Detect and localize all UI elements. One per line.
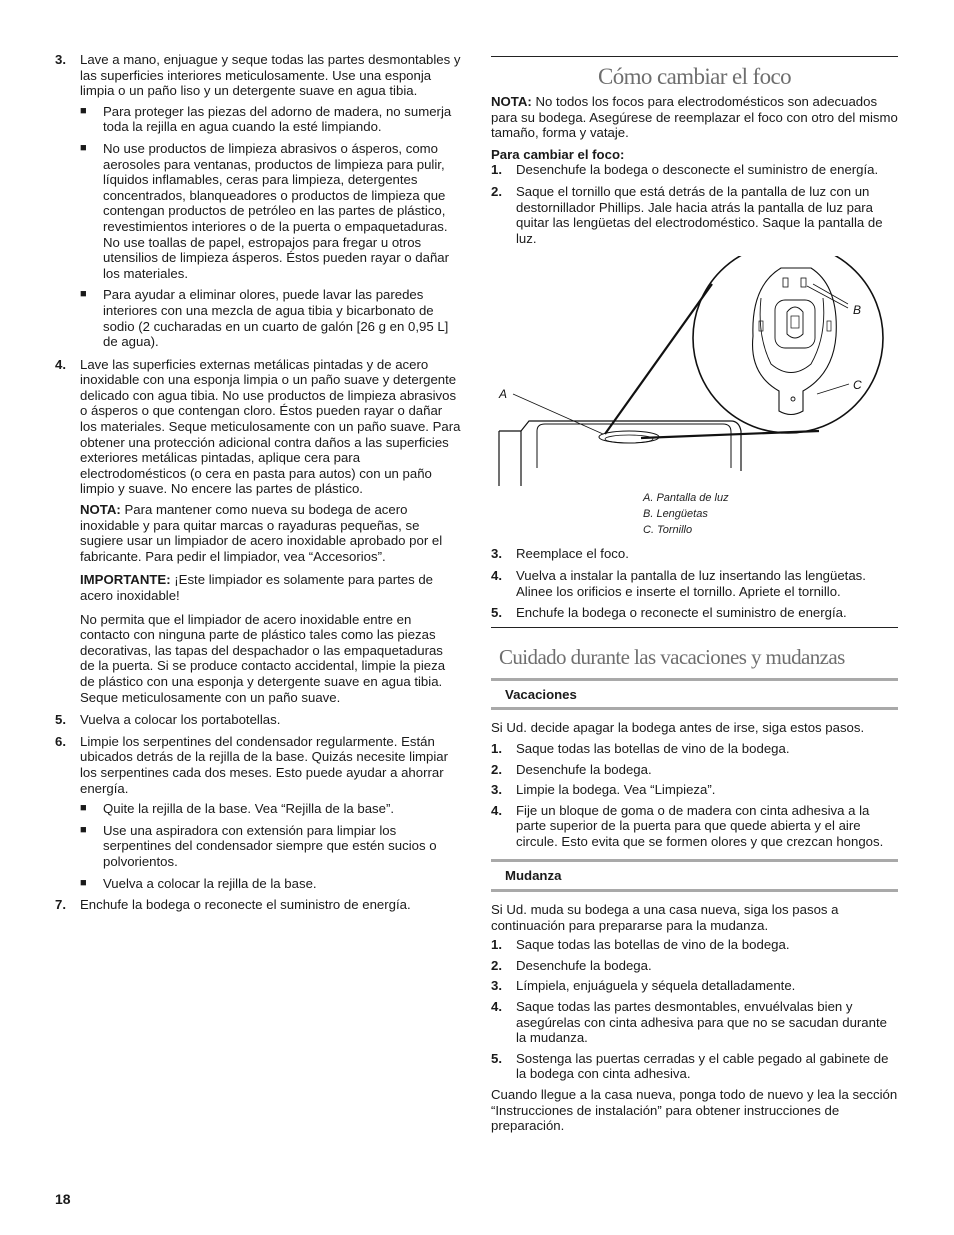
bullet-text: Para ayudar a eliminar olores, puede lavar las paredes interiores con una mezcla de agua tibia y bicarbonato de sodio (2 cucharadas en un cuarto de galón [26 g en 0,95 L] de agua). — [103, 287, 449, 350]
steps-heading: Para cambiar el foco: — [491, 146, 625, 162]
list-item — [491, 978, 898, 994]
important-paragraph — [80, 572, 461, 603]
top-rule — [491, 56, 898, 57]
bullet-icon: ■ — [80, 876, 87, 889]
item-text: Enchufe la bodega o reconecte el suministro de energía. — [80, 897, 411, 913]
list-item — [55, 712, 461, 728]
bullet-item — [80, 287, 461, 349]
item-text: Reemplace el foco. — [516, 546, 629, 562]
bullet-icon: ■ — [80, 141, 87, 154]
list-item — [491, 605, 898, 621]
list-item — [491, 803, 898, 850]
nota-paragraph — [80, 502, 461, 564]
item-number: 2. — [491, 183, 502, 199]
bullet-item — [80, 141, 461, 281]
item-text: Saque todas las partes desmontables, envuélvalas bien y asegúrelas con cinta adhesiva para que no se sacudan durante la mudanza. — [516, 999, 887, 1046]
paragraph: Cuando llegue a la casa nueva, ponga todo de nuevo y lea la sección “Instrucciones de instalación” para obtener instrucciones de preparación. — [491, 1087, 898, 1134]
right-column — [491, 64, 898, 1134]
list-item — [491, 546, 898, 562]
section-title-change-bulb: Cómo cambiar el foco — [597, 64, 791, 89]
light-shield-figure — [491, 246, 898, 546]
bullet-text: Vuelva a colocar la rejilla de la base. — [103, 875, 317, 891]
important-text: ¡Este limpiador es solamente para partes de acero inoxidable! — [80, 572, 434, 603]
callout-b: B — [853, 303, 862, 318]
item-number: 1. — [491, 162, 502, 178]
list-item — [491, 762, 898, 778]
list-item — [491, 1051, 898, 1082]
bullet-item — [80, 876, 461, 892]
list-item — [55, 357, 461, 497]
list-item — [491, 999, 898, 1046]
item-number: 3. — [491, 546, 502, 562]
caption-line: C. Tornillo — [643, 524, 693, 537]
item-number: 5. — [491, 605, 502, 621]
item-number: 4. — [491, 999, 502, 1015]
bullet-text: Quite la rejilla de la base. Vea “Rejilla de la base”. — [103, 801, 395, 817]
bullet-item — [80, 823, 461, 870]
item-text: Enchufe la bodega o reconecte el suministro de energía. — [516, 605, 847, 621]
nota-label: NOTA: — [491, 94, 532, 109]
important-label: IMPORTANTE: — [80, 572, 171, 588]
item-number: 3. — [491, 978, 502, 994]
item-text: Desenchufe la bodega. — [516, 761, 652, 777]
list-item — [55, 734, 461, 796]
item-number: 3. — [55, 52, 66, 67]
item-number: 1. — [491, 937, 502, 953]
list-item — [55, 897, 461, 913]
item-text: Desenchufe la bodega o desconecte el suministro de energía. — [516, 162, 879, 178]
list-item — [491, 568, 898, 599]
list-item — [491, 782, 898, 798]
item-text: Vuelva a colocar los portabotellas. — [80, 712, 281, 728]
list-item — [491, 958, 898, 974]
caption-line: A. Pantalla de luz — [643, 492, 729, 505]
item-number: 5. — [491, 1050, 502, 1066]
list-item — [491, 184, 898, 246]
bullet-icon: ■ — [80, 802, 87, 815]
callout-a: A — [499, 387, 508, 402]
bullet-text: Use una aspiradora con extensión para limpiar los serpentines del condensador siempre que estén sucios o polvorientos. — [103, 822, 437, 869]
paragraph: Si Ud. decide apagar la bodega antes de irse, siga estos pasos. — [491, 720, 865, 736]
item-number: 6. — [55, 733, 66, 749]
figure-caption — [643, 490, 729, 538]
paragraph: No permita que el limpiador de acero inoxidable entre en contacto con ninguna parte de plástico tales como las piezas decorativas, las tapas del despachador o las empaquetaduras de la puerta. Si se produce contacto accidental, limpie la pieza de plástico con una esponja y detergente suave en agua tibia. Seque meticulosamente con un paño suave. — [80, 611, 446, 705]
item-number: 2. — [491, 761, 502, 777]
item-number: 7. — [55, 897, 66, 913]
bullet-icon: ■ — [80, 104, 87, 117]
nota-text: Para mantener como nueva su bodega de acero inoxidable y para quitar marcas o rayaduras pequeñas, se sugiere usar un limpiador de acero inoxidable aprobado por el fabricante. Para pedir el limpiador, vea “Accesorios”. — [80, 502, 443, 564]
section-title-vacations-moving: Cuidado durante las vacaciones y mudanzas — [499, 644, 845, 669]
bullet-text: Para proteger las piezas del adorno de madera, no sumerja toda la rejilla en agua cuando la esté limpiando. — [103, 103, 452, 135]
bullet-icon: ■ — [80, 288, 87, 301]
item-number: 1. — [491, 740, 502, 756]
item-number: 4. — [55, 356, 66, 372]
page-number: 18 — [55, 1191, 71, 1207]
item-text: Limpie los serpentines del condensador regularmente. Están ubicados detrás de la rejilla de la base. Quizás necesite limpiar los serpentines cada dos meses. Esto puede ayudar a ahorrar energía. — [80, 733, 448, 796]
subheading-mudanza: Mudanza — [491, 859, 898, 892]
nota-label: NOTA: — [80, 502, 121, 518]
item-number: 4. — [491, 567, 502, 583]
list-item — [491, 741, 898, 757]
list-item — [491, 162, 898, 178]
callout-c: C — [853, 378, 862, 393]
list-item — [55, 52, 461, 99]
bullet-item — [80, 104, 461, 135]
item-text: Vuelva a instalar la pantalla de luz insertando las lengüetas. Alinee los orificios e inserte el tornillo. Apriete el tornillo. — [516, 567, 866, 599]
bullet-icon: ■ — [80, 823, 87, 836]
item-number: 4. — [491, 802, 502, 818]
nota-text: No todos los focos para electrodomésticos son adecuados para su bodega. Asegúrese de reemplazar el foco con otro del mismo tamaño, forma y vataje. — [491, 94, 898, 141]
item-text: Sostenga las puertas cerradas y el cable pegado al gabinete de la bodega con cinta adhesiva. — [516, 1050, 889, 1082]
item-text: Lave las superficies externas metálicas pintadas y de acero inoxidable con una esponja limpia o un paño suave y detergente delicado con agua tibia. No use productos de limpieza abrasivos o ásperos o que contengan cloro. Éstos pueden rayar o dañar los materiales. Seque meticulosamente con un paño suave. Para obtener una protección adicional contra daños a las superficies exteriores metálicas pintadas, aplique cera para electrodomésticos (o cera en pasta para autos) con un paño limpio y suave. No encere las partes de plástico. — [80, 356, 461, 497]
item-number: 3. — [491, 782, 502, 798]
item-text: Saque todas las botellas de vino de la bodega. — [516, 740, 790, 756]
nota-paragraph — [491, 94, 898, 141]
item-number: 2. — [491, 957, 502, 973]
bullet-text: No use productos de limpieza abrasivos o ásperos, como aerosoles para ventanas, productos de limpieza para pulir, líquidos inflamables, ceras para limpieza, detergentes concentrados, blanqueadores o productos de limpieza que contengan productos de petróleo en las partes de plástico, revestimientos interiores o de la puerta o empaquetaduras. No use toallas de papel, estropajos para fregar u otros utensilios de limpieza ásperos. Éstos pueden rayar o dañar los materiales. — [103, 140, 450, 281]
item-text: Límpiela, enjuáguela y séquela detalladamente. — [516, 978, 796, 994]
item-text: Lave a mano, enjuague y seque todas las partes desmontables y las superficies interiores meticulosamente. Use una esponja limpia o un paño liso y un detergente suave en agua tibia. — [80, 52, 461, 99]
caption-line: B. Lengüetas — [643, 508, 708, 521]
item-text: Saque todas las botellas de vino de la bodega. — [516, 937, 790, 953]
bullet-item — [80, 801, 461, 817]
item-text: Fije un bloque de goma o de madera con cinta adhesiva a la parte superior de la puerta para que quede abierta y el aire circule. Esto evita que se formen olores y que crezcan hongos. — [516, 802, 884, 849]
item-text: Limpie la bodega. Vea “Limpieza”. — [516, 782, 716, 798]
item-number: 5. — [55, 712, 66, 728]
item-text: Saque el tornillo que está detrás de la pantalla de luz con un destornillador Phillips. Jale hacia atrás la pantalla de luz para quitar las lengüetas del electrodoméstico. Saque la pantalla de luz. — [516, 183, 883, 246]
paragraph: Si Ud. muda su bodega a una casa nueva, siga los pasos a continuación para prepararse para la mudanza. — [491, 902, 839, 933]
list-item — [491, 937, 898, 953]
light-shield-illustration — [491, 256, 898, 506]
left-column — [55, 52, 461, 913]
section-divider — [491, 627, 898, 628]
subheading-vacaciones: Vacaciones — [491, 678, 898, 711]
item-text: Desenchufe la bodega. — [516, 957, 652, 973]
